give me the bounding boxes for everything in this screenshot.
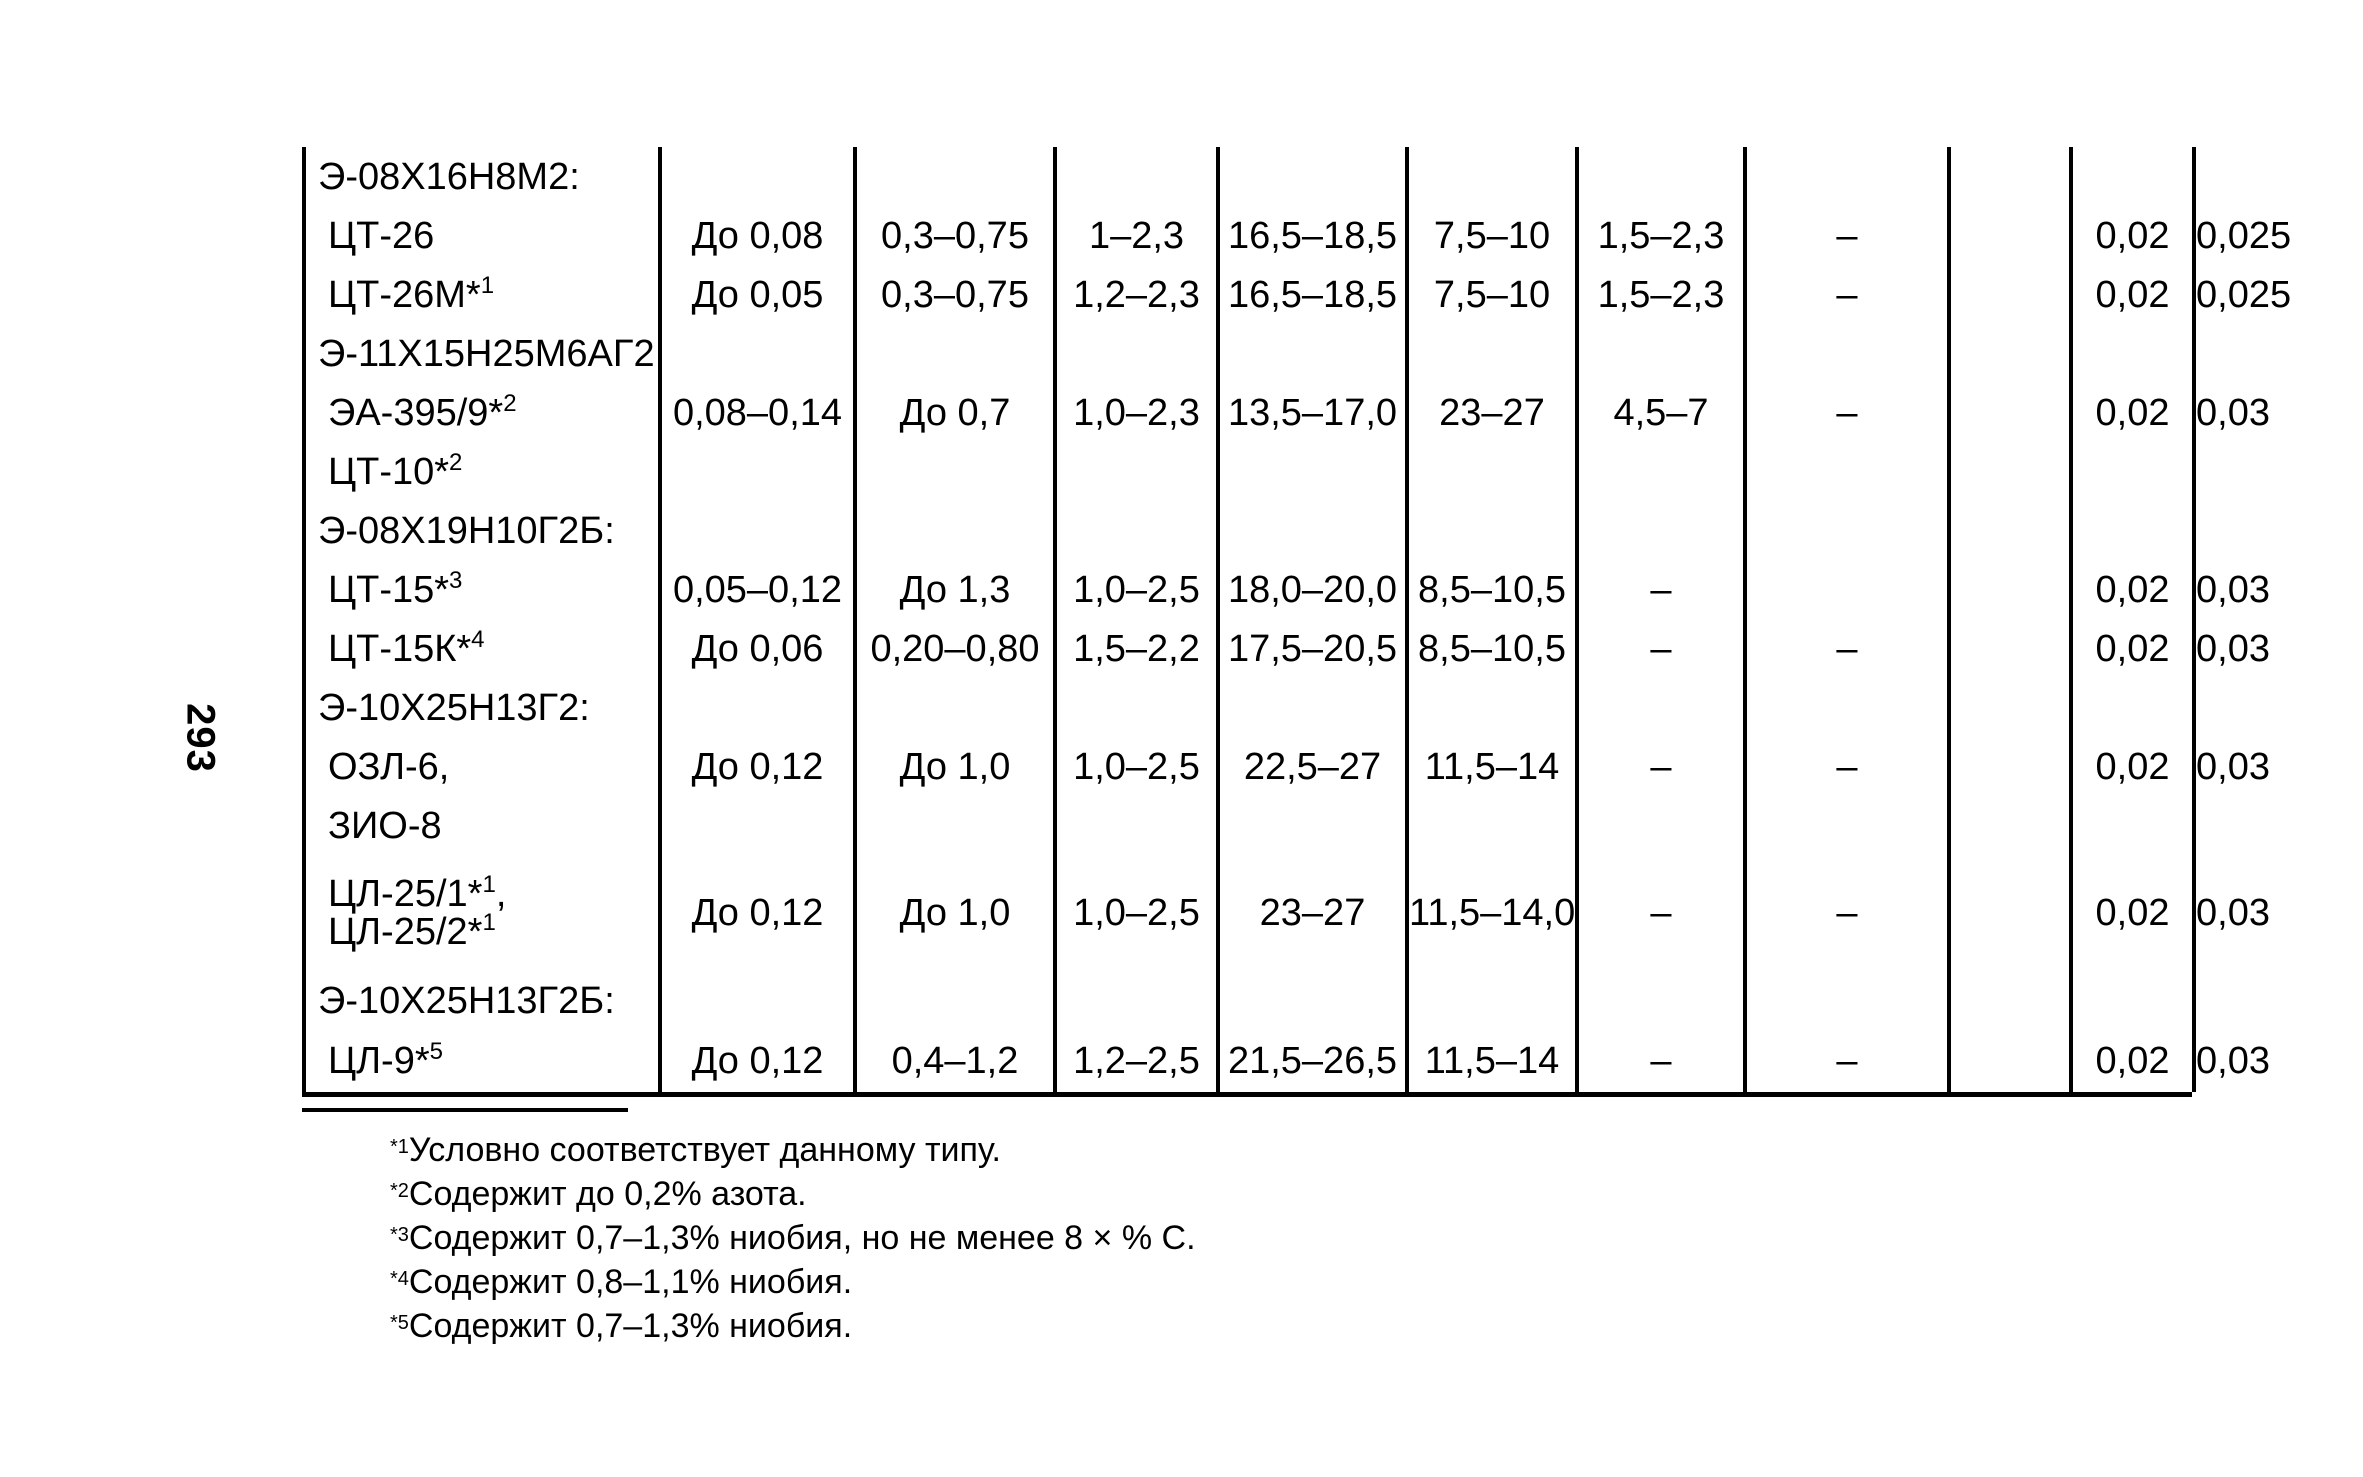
footnote-mark: *2 [390,1180,409,1202]
table-cell [855,324,1055,383]
table-cell: 0,02 [2071,619,2194,678]
table-cell [1055,678,1218,737]
table-cell: 7,5–10 [1407,206,1577,265]
table-cell [1745,442,1949,501]
table-cell: – [1745,265,1949,324]
table-cell [1055,324,1218,383]
table-cell: 0,08–0,14 [660,383,855,442]
table-cell: До 0,12 [660,855,855,971]
table-cell [855,678,1055,737]
table-cell: 1,0–2,5 [1055,737,1218,796]
table-cell [1577,678,1745,737]
table-cell: 0,20–0,80 [855,619,1055,678]
table-cell [2071,442,2194,501]
table-cell: – [1577,619,1745,678]
table-row [304,796,2194,855]
table-cell: – [1745,855,1949,971]
table-cell [2071,147,2194,206]
table-group-row [304,971,2194,1030]
table-cell [660,442,855,501]
table-cell: До 1,3 [855,560,1055,619]
electrode-name [304,265,660,324]
table-cell [1218,796,1407,855]
table-cell [855,442,1055,501]
table-cell: До 1,0 [855,855,1055,971]
table-cell [1218,678,1407,737]
table-row: ЦЛ-25/1*$^1$, ЦЛ-25/2*$^1$ До 0,12 До 1,0 1,0–2,5 23–27 11,5–14,0 – – 0,02 0,03 [304,855,2194,971]
table-cell [1949,971,2071,1030]
table-cell [1949,147,2071,206]
electrode-name: ЦЛ-25/1*$^1$, ЦЛ-25/2*$^1$ [304,855,660,971]
table-cell: 8,5–10,5 [1407,560,1577,619]
table-row: ЦТ-15*$^3$ 0,05–0,12 До 1,3 1,0–2,5 18,0–20,0 8,5–10,5 – 0,02 0,03 [304,560,2194,619]
electrode-label: ЦТ-10* [328,450,450,493]
table-cell [1949,737,2071,796]
table-row: ЭА-395/9*$^2$ 0,08–0,14 До 0,7 1,0–2,3 13,5–17,0 23–27 4,5–7 – 0,02 0,03 [304,383,2194,442]
table-cell [1949,206,2071,265]
table-cell: 0,02 [2071,206,2194,265]
table-cell [1055,971,1218,1030]
table-cell [2071,501,2194,560]
table-cell [1218,147,1407,206]
footnote [390,1216,1196,1260]
table-cell: 16,5–18,5 [1218,265,1407,324]
table-cell: 0,02 [2071,1030,2194,1092]
grade-name [304,971,660,1030]
table-cell [1949,796,2071,855]
table-cell: – [1745,206,1949,265]
grade-label: Э-08Х19Н10Г2Б: [318,509,615,552]
grade-name [304,678,660,737]
table-cell [1218,324,1407,383]
table-cell: 1,5–2,3 [1577,206,1745,265]
table-cell: 0,02 [2071,855,2194,971]
table-row: ЦЛ-9*$^5$ До 0,12 0,4–1,2 1,2–2,5 21,5–26,5 11,5–14 – – 0,02 0,03 [304,1030,2194,1092]
footnote [390,1128,1196,1172]
footnote-mark: *3 [390,1224,409,1246]
table-cell: 18,0–20,0 [1218,560,1407,619]
table-cell: 0,05–0,12 [660,560,855,619]
table-cell [1577,796,1745,855]
table-cell: 11,5–14 [1407,1030,1577,1092]
footnote-ref: 2 [503,389,517,417]
footnote-text: Содержит до 0,2% азота. [408,1175,807,1213]
table-cell: – [1745,383,1949,442]
table-cell: 1,2–2,3 [1055,265,1218,324]
table-cell: До 0,12 [660,1030,855,1092]
footnote-text: Условно соответствует данному типу. [408,1131,1001,1169]
grade-label: Э-10Х25Н13Г2Б: [318,979,615,1022]
table-cell: 0,02 [2071,737,2194,796]
table-cell [1577,501,1745,560]
electrode-name [304,206,660,265]
footnote [390,1260,1196,1304]
electrode-name [304,796,660,855]
electrode-label: ЦЛ-9* [328,1040,430,1082]
table-cell: 4,5–7 [1577,383,1745,442]
table-cell [1218,442,1407,501]
table-cell [855,147,1055,206]
table-group-row [304,324,2194,383]
table-cell [2071,678,2194,737]
table-cell [1949,324,2071,383]
table-cell [1745,147,1949,206]
table-cell: 1–2,3 [1055,206,1218,265]
table-cell [1745,971,1949,1030]
table-group-row [304,678,2194,737]
table-cell [660,796,855,855]
footnote [390,1172,1196,1216]
electrode-label: ЦТ-26 [328,214,435,257]
table-cell [1577,324,1745,383]
table-cell [1745,501,1949,560]
table-cell [1949,265,2071,324]
table-body [304,147,2292,1092]
table-cell: 1,0–2,5 [1055,855,1218,971]
table-cell: 13,5–17,0 [1218,383,1407,442]
table-cell [660,324,855,383]
table-cell: 23–27 [1218,855,1407,971]
table-cell [1745,678,1949,737]
grade-label: Э-11Х15Н25М6АГ2: [318,332,666,375]
table-cell: 11,5–14 [1407,737,1577,796]
table-cell: 8,5–10,5 [1407,619,1577,678]
table-cell: 1,5–2,3 [1577,265,1745,324]
table-cell: 16,5–18,5 [1218,206,1407,265]
table-row: ОЗЛ-6, До 0,12 До 1,0 1,0–2,5 22,5–27 11,5–14 – – 0,02 0,03 [304,737,2194,796]
table-cell [1055,501,1218,560]
table-cell [1949,619,2071,678]
grade-name [304,324,666,383]
table-cell: До 0,12 [660,737,855,796]
electrode-label: ЦЛ-25/2* [328,911,483,953]
table-cell [1577,971,1745,1030]
grade-name [304,147,660,206]
table-cell [1949,678,2071,737]
electrode-label: ЦТ-15К* [328,627,472,670]
table-cell: До 0,05 [660,265,855,324]
table-cell [660,501,855,560]
table-cell [660,971,855,1030]
table-cell [1949,560,2071,619]
electrode-name [304,619,660,678]
table-cell: 11,5–14,0 [1407,855,1577,971]
table-cell: – [1577,855,1745,971]
table-cell [1407,147,1577,206]
table-cell: До 1,0 [855,737,1055,796]
table-cell [1577,147,1745,206]
footnote-mark: *4 [390,1268,409,1290]
table-cell: – [1745,737,1949,796]
footnote-mark: *5 [390,1312,409,1334]
electrode-label: ЦТ-15* [328,568,450,611]
table-cell [1407,501,1577,560]
electrode-label: ЗИО-8 [328,804,442,847]
table-cell: 1,0–2,3 [1055,383,1218,442]
table-cell: – [1577,1030,1745,1092]
table-cell: – [1577,560,1745,619]
table-cell [1949,383,2071,442]
footnote-ref: 4 [471,625,485,653]
footnote [390,1304,1196,1348]
footnote-mark: *1 [390,1136,409,1158]
electrode-name [304,737,660,796]
table-cell [1745,796,1949,855]
table-cell [1218,971,1407,1030]
grade-name [304,501,660,560]
table-cell: 0,02 [2071,383,2194,442]
footnote-ref: 1 [482,909,496,936]
table-cell [1055,442,1218,501]
electrode-label: ЭА-395/9* [328,391,504,434]
table-cell: 1,0–2,5 [1055,560,1218,619]
table-cell [1055,147,1218,206]
table-cell [1055,796,1218,855]
table-cell: До 0,06 [660,619,855,678]
grade-label: Э-08Х16Н8М2: [318,155,580,198]
table-cell: 0,02 [2071,265,2194,324]
electrode-name [304,383,660,442]
table-cell: – [1745,1030,1949,1092]
table-group-row [304,147,2194,206]
table-cell: 7,5–10 [1407,265,1577,324]
footnote-rule [302,1108,628,1112]
footnote-ref: 5 [429,1038,443,1065]
table-cell [2071,796,2194,855]
table-cell [855,796,1055,855]
table-cell [1745,560,1949,619]
table-cell [855,971,1055,1030]
page-number: 293 [178,703,223,773]
footnote-text: Содержит 0,7–1,3% ниобия. [408,1307,853,1345]
table-cell: 17,5–20,5 [1218,619,1407,678]
table-cell: 0,3–0,75 [855,206,1055,265]
table-cell [1949,442,2071,501]
table-row [304,442,2194,501]
electrode-name [304,560,660,619]
table-cell [1407,324,1577,383]
table-cell [2071,324,2194,383]
electrode-name [304,442,660,501]
table-cell [855,501,1055,560]
table-cell [1407,442,1577,501]
table-cell: До 0,7 [855,383,1055,442]
table-cell: 0,02 [2071,560,2194,619]
electrode-label: ЦЛ-25/1* [328,873,483,915]
footnote-text: Содержит 0,7–1,3% ниобия, но не менее 8 × % С. [408,1219,1196,1257]
footnote-ref: 3 [449,566,463,594]
table-group-row [304,501,2194,560]
electrode-label: ЦТ-26М* [328,273,481,316]
electrode-name [304,1030,660,1092]
grade-label: Э-10Х25Н13Г2: [318,686,590,729]
table-cell: 0,3–0,75 [855,265,1055,324]
table-cell [1949,501,2071,560]
table-cell [1949,855,2071,971]
electrode-label: ОЗЛ-6, [328,745,450,788]
table-cell: До 0,08 [660,206,855,265]
footnote-ref: 2 [449,448,463,476]
table-row: ЦТ-15К*$^4$ До 0,06 0,20–0,80 1,5–2,2 17,5–20,5 8,5–10,5 – – 0,02 0,03 [304,619,2194,678]
table-cell [2071,971,2194,1030]
table-cell [1407,971,1577,1030]
table-cell [1949,1030,2071,1092]
table-cell: 22,5–27 [1218,737,1407,796]
table-cell [1407,678,1577,737]
table-cell [660,147,855,206]
table-cell: – [1745,619,1949,678]
footnotes [390,1128,1196,1348]
table-cell [1745,324,1949,383]
table-row: ЦТ-26М*$^1$ До 0,05 0,3–0,75 1,2–2,3 16,5–18,5 7,5–10 1,5–2,3 – 0,02 0,025 [304,265,2194,324]
table-cell [1218,501,1407,560]
footnote-ref: 1 [480,271,495,299]
footnote-text: Содержит 0,8–1,1% ниобия. [408,1263,853,1301]
footnote-ref: 1 [482,871,496,898]
table-cell: 23–27 [1407,383,1577,442]
table-cell: 21,5–26,5 [1218,1030,1407,1092]
table-cell: 1,5–2,2 [1055,619,1218,678]
table-cell [1577,442,1745,501]
table-cell [1407,796,1577,855]
table-cell: – [1577,737,1745,796]
table-cell: 1,2–2,5 [1055,1030,1218,1092]
table-cell: 0,4–1,2 [855,1030,1055,1092]
table-cell [660,678,855,737]
table-row: ЦТ-26 До 0,08 0,3–0,75 1–2,3 16,5–18,5 7,5–10 1,5–2,3 – 0,02 0,025 [304,206,2194,265]
composition-table [302,147,2292,1097]
